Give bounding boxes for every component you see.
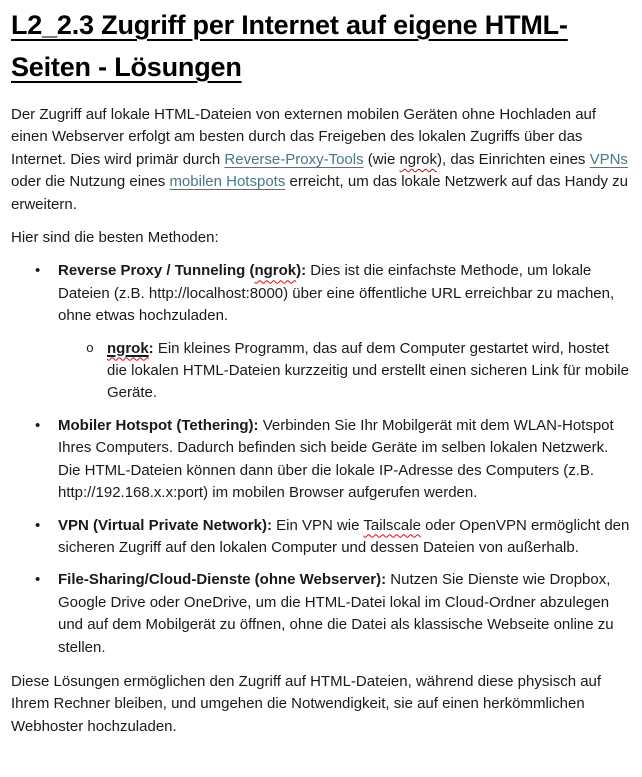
link-reverse-proxy-tools[interactable]: Reverse-Proxy-Tools — [224, 150, 364, 168]
list-item-label: Reverse Proxy / Tunneling ( — [58, 262, 255, 280]
intro-text-3: ), das Einrichten eines — [437, 150, 590, 168]
list-item-body-pre: Ein VPN wie — [271, 516, 364, 534]
methods-list — [11, 260, 630, 659]
misspelled-word-ngrok: ngrok — [254, 262, 297, 280]
list-item-label-end: ): — [296, 262, 307, 280]
intro-paragraph — [11, 104, 630, 216]
list-item-vpn — [11, 515, 630, 560]
list-subitem-body: Ein kleines Programm, das auf dem Computer gestartet wird, hostet die lokalen HTML-Dateien kurzzeitig und erstellt einen sicheren Link für mobile Geräte. — [107, 339, 629, 402]
list-item-body: Nutzen Sie Dienste wie Dropbox, Google Drive oder OneDrive, um die HTML-Datei lokal im Cloud-Ordner abzulegen und auf dem Mobilgerät zu öffnen, ohne die Datei als klassische Webseite online zu stellen. — [58, 571, 614, 656]
misspelled-word-ngrok — [107, 340, 149, 357]
closing-paragraph: Diese Lösungen ermöglichen den Zugriff auf HTML-Dateien, während diese physisch auf Ihrem Rechner bleiben, und umgehen die Notwendigkeit, sie auf einen herkömmlichen Webhoster hochzuladen. — [11, 672, 602, 735]
list-item-body: Verbinden Sie Ihr Mobilgerät mit dem WLAN-Hotspot Ihres Computers. Dadurch befinden sich beide Geräte im selben lokalen Netzwerk. Die HTML-Dateien können dann über die lokale IP-Adresse des Computers (z.B. http://192.168.x.x:port) im mobilen Browser aufgerufen werden. — [58, 416, 614, 502]
list-subitem-label: ngrok — [107, 339, 149, 357]
intro-text-2: (wie — [363, 150, 400, 168]
list-item-reverse-proxy — [11, 260, 630, 327]
circle-bullet-icon: o — [86, 340, 94, 356]
list-item-body-post: oder OpenVPN ermöglicht den sicheren Zugriff auf den lokalen Computer und dessen Dateien von außerhalb. — [58, 516, 630, 556]
list-subitem-ngrok — [11, 338, 630, 405]
misspelled-word-tailscale: Tailscale — [363, 516, 421, 534]
misspelled-word-ngrok: ngrok — [399, 150, 437, 168]
list-item-label: File-Sharing/Cloud-Dienste (ohne Webserver): — [58, 571, 387, 589]
bullet-icon: • — [35, 416, 41, 434]
bullet-icon: • — [35, 262, 41, 280]
list-subitem-label-colon: : — [148, 339, 154, 357]
list-item-cloud — [11, 569, 630, 659]
list-item-label: VPN (Virtual Private Network): — [58, 516, 272, 534]
page-title: L2_2.3 Zugriff per Internet auf eigene HTML-Seiten - Lösungen — [11, 10, 568, 82]
link-vpns[interactable]: VPNs — [589, 150, 628, 168]
intro-text-4: oder die Nutzung eines — [11, 173, 170, 191]
bullet-icon: • — [35, 516, 41, 534]
bullet-icon: • — [35, 571, 41, 589]
intro-text-1: Der Zugriff auf lokale HTML-Dateien von externen mobilen Geräten ohne Hochladen auf einen Webserver erfolgt am besten durch das Freigeben des lokalen Zugriffs über das Internet. Dies wird primär durch — [11, 106, 597, 168]
list-item-hotspot — [11, 415, 630, 505]
list-item-body: Dies ist die einfachste Methode, um lokale Dateien (z.B. http://localhost:8000) über eine öffentliche URL erreichbar zu machen, ohne etwas hochzuladen. — [58, 262, 615, 325]
intro-text-5: erreicht, um das lokale Netzwerk auf das Handy zu erweitern. — [11, 173, 628, 213]
link-mobile-hotspots[interactable]: mobilen Hotspots — [169, 173, 286, 191]
list-item-label: Mobiler Hotspot (Tethering): — [58, 416, 259, 434]
methods-heading: Hier sind die besten Methoden: — [11, 229, 219, 247]
